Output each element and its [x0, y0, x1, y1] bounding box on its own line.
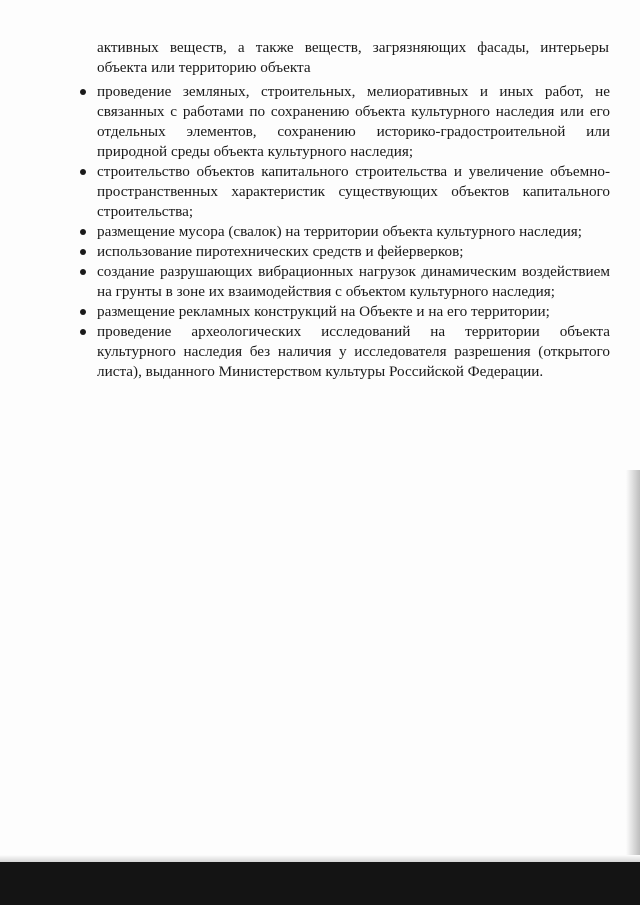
- list-item-text: проведение земляных, строительных, мелиоративных и иных работ, не связанных с работами по сохранению объекта культурного наследия или его отдельных элементов, сохранению историко-градостроительной или природной среды объекта культурного наследия;: [97, 83, 610, 160]
- list-item-text: использование пиротехнических средств и фейерверков;: [97, 243, 464, 260]
- bullet-icon: [80, 269, 86, 275]
- list-item-text: размещение мусора (свалок) на территории объекта культурного наследия;: [97, 223, 582, 240]
- list-item-text: создание разрушающих вибрационных нагрузок динамическим воздействием на грунты в зоне их взаимодействия с объектом культурного наследия;: [97, 263, 610, 300]
- bullet-icon: [80, 309, 86, 315]
- list-item-text: размещение рекламных конструкций на Объекте и на его территории;: [97, 303, 550, 320]
- bullet-icon: [80, 329, 86, 335]
- scan-right-edge: [626, 470, 640, 862]
- continuation-line-2: объекта или территорию объекта: [97, 59, 311, 76]
- continuation-line-1: активных веществ, а также веществ, загрязняющих фасады, интерьеры: [97, 39, 609, 56]
- list-item-text: проведение археологических исследований на территории объекта культурного наследия без наличия у исследователя разрешения (открытого листа), выданного Министерством культуры Российской Федерации.: [97, 323, 610, 380]
- bullet-icon: [80, 89, 86, 95]
- bullet-icon: [80, 229, 86, 235]
- bullet-icon: [80, 249, 86, 255]
- scan-bottom-edge: [0, 862, 640, 905]
- list-item-text: строительство объектов капитального строительства и увеличение объемно-пространственных характеристик существующих объектов капитального строительства;: [97, 163, 610, 220]
- bullet-icon: [80, 169, 86, 175]
